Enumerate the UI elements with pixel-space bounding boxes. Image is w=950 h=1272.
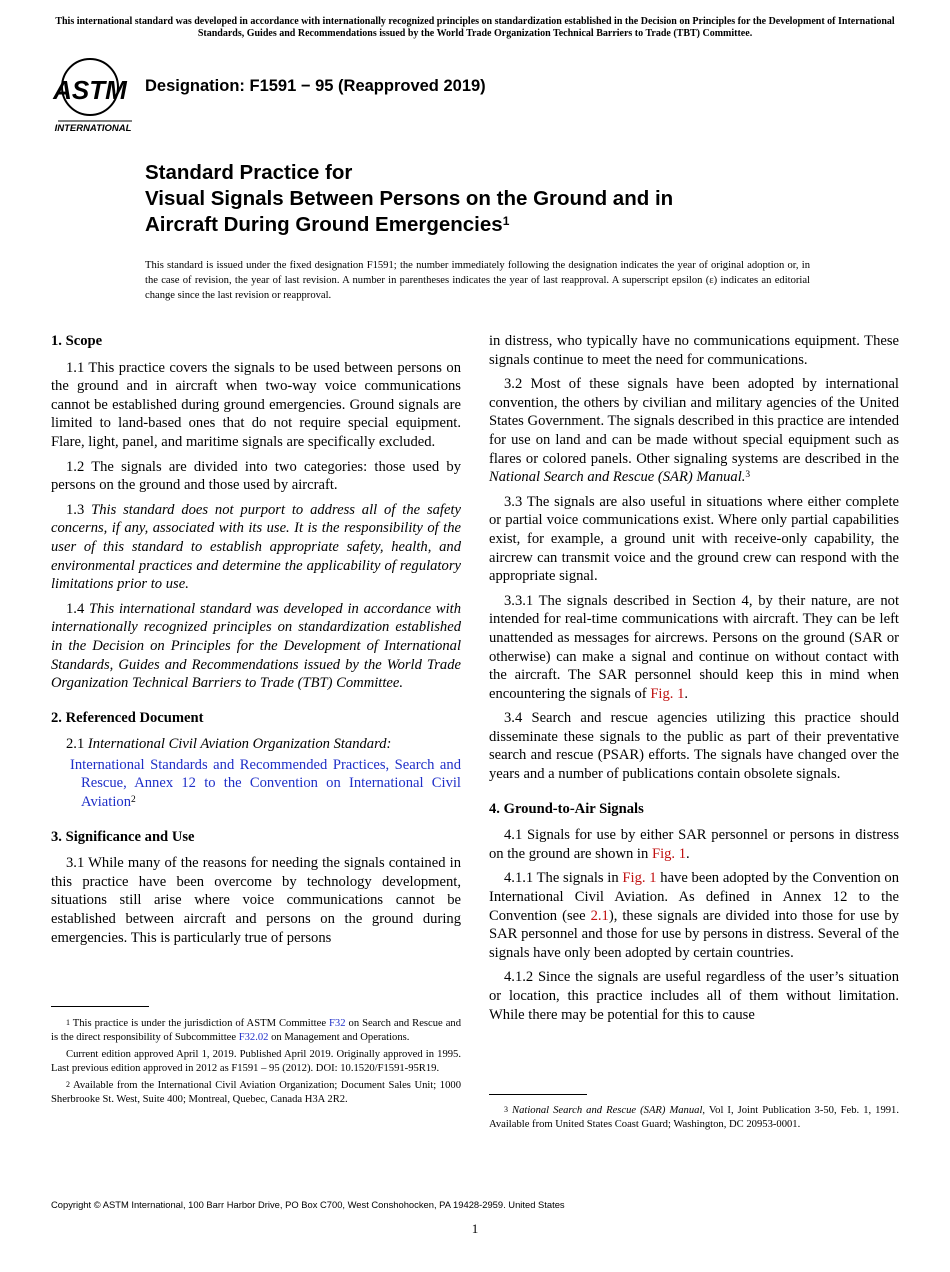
- title-footnote-mark: 1: [502, 214, 510, 228]
- para-1-1: 1.1 This practice covers the signals to be used between persons on the ground and in aircraft when two-way voice communications cannot be established during ground emergencies. Ground signals are limited to land-based ones that do not require special equipment. Flare, light, panel, and maritime signals are specifically excluded.: [51, 359, 461, 450]
- para-4-1: 4.1 Signals for use by either SAR personnel or persons in distress on the ground are shown in Fig. 1.: [489, 827, 899, 862]
- footnote-divider-left: [51, 1006, 149, 1007]
- designation: Designation: F1591 − 95 (Reapproved 2019): [145, 77, 486, 95]
- standard-notice: This international standard was developed in accordance with internationally recognized principles on standardization established in the Decision on Principles for the Development of International Standards, Guides and Recommendations issued by the World Trade Organization Technical Barriers to Trade (TBT) Committee.: [55, 16, 895, 39]
- page-number: 1: [471, 1221, 479, 1236]
- footnotes-right: [489, 1104, 899, 1135]
- committee-f32-link[interactable]: F32: [329, 1018, 346, 1029]
- section-3-heading: 3. Significance and Use: [51, 828, 195, 845]
- title-line-2: Visual Signals Between Persons on the Ground and in: [145, 187, 674, 210]
- section-2-heading: 2. Referenced Document: [51, 709, 204, 726]
- section-2-1-link[interactable]: 2.1: [590, 907, 609, 924]
- footnote-1: $^1$ This practice is under the jurisdiction of ASTM Committee F32 on Search and Rescue and is the direct responsibility of Subcommittee F32.02 on Management and Operations.: [51, 1018, 461, 1044]
- footnote-1-edition: Current edition approved April 1, 2019. Published April 2019. Originally approved in 1995. Last previous edition approved in 2012 as F1591 – 95 (2012). DOI: 10.1520/F1591-95R19.: [51, 1048, 461, 1075]
- para-2-1-reference: International Standards and Recommended Practices, Search and Rescue, Annex 12 to the Convention on International Civil Aviation$^2$: [70, 756, 461, 811]
- logo-caption: INTERNATIONAL: [54, 123, 132, 133]
- para-3-3-1: 3.3.1 The signals described in Section 4, by their nature, are not intended for real-time communications with aircraft. They can be left unattended as messages for aircrews. Persons on the ground (SAR or otherwise) can make a signal and continue on without contact with the aircraft. The SAR personnel should keep this in mind when encountering the signals of Fig. 1.: [489, 592, 899, 702]
- para-1-4: 1.4 This international standard was developed in accordance with internationally recognized principles on standardization established in the Decision on Principles for the Development of International Standards, Guides and Recommendations issued by the World Trade Organization Technical Barriers to Trade (TBT) Committee.: [51, 600, 462, 692]
- para-4-1-1: 4.1.1 The signals in Fig. 1 have been adopted by the Convention on International Civil Aviation. As defined in Annex 12 to the Convention (see 2.1), these signals are divided into those for use by SAR personnel and those for use by persons in distress. Several of the signals have only been adopted by certain countries.: [489, 870, 900, 961]
- para-3-1-continued: in distress, who typically have no communications equipment. These signals continue to meet the need for communications.: [489, 333, 899, 368]
- subcommittee-f32-02-link[interactable]: F32.02: [238, 1032, 269, 1044]
- para-3-1: 3.1 While many of the reasons for needing the signals contained in this practice have been overcome by technology development, situations still arise where voice communications cannot be established between aircraft and persons on the ground during emergencies. This is particularly true of persons: [51, 855, 461, 946]
- para-3-4: 3.4 Search and rescue agencies utilizing this practice should disseminate these signals to the public as part of their preventative search and rescue (PSAR) efforts. The signals have changed over the years and a number of publications contain obsolete signals.: [489, 710, 899, 783]
- footnotes-left: [51, 1017, 461, 1109]
- astm-logo-icon: [52, 55, 136, 133]
- para-2-1: 2.1 International Civil Aviation Organization Standard:: [66, 736, 392, 753]
- logo-letters: ASTM: [53, 75, 127, 105]
- title-line-3: Aircraft During Ground Emergencies$^1$: [145, 213, 510, 236]
- title-line-1: Standard Practice for: [145, 161, 353, 184]
- fig-1-link[interactable]: Fig. 1: [650, 685, 685, 702]
- left-column: [51, 332, 461, 953]
- footnote-2: $^2$ Available from the International Civil Aviation Organization; Document Sales Unit; 1000 Sherbrooke St. West, Suite 400; Montreal, Quebec, Canada H3A 2R2.: [51, 1079, 461, 1106]
- para-1-3: 1.3 This standard does not purport to address all of the safety concerns, if any, associated with its use. It is the responsibility of the user of this standard to establish appropriate safety, health, and environmental practices and determine the applicability of regulatory limitations prior to use.: [51, 501, 461, 593]
- para-4-1-2: 4.1.2 Since the signals are useful regardless of the user’s situation or location, this practice includes all of them without limitation. While there may be potential for this to cause: [489, 969, 899, 1023]
- para-1-2: 1.2 The signals are divided into two categories: those used by persons on the ground and those used by aircraft.: [51, 458, 461, 494]
- icao-annex-12-link[interactable]: International Standards and Recommended Practices, Search and Rescue, Annex 12 to the Convention on International Civil Aviation: [70, 756, 461, 811]
- copyright-notice: Copyright © ASTM International, 100 Barr Harbor Drive, PO Box C700, West Conshohocken, PA 19428-2959. United States: [51, 1199, 565, 1210]
- fig-1-link[interactable]: Fig. 1: [622, 870, 657, 887]
- document-title: [145, 160, 865, 238]
- section-1-heading: 1. Scope: [51, 333, 103, 349]
- issue-note: This standard is issued under the fixed designation F1591; the number immediately following the designation indicates the year of original adoption or, in the case of revision, the year of last revision. A number in parentheses indicates the year of last reapproval. A superscript epsilon (ε) indicates an editorial change since the last revision or reapproval.: [145, 260, 810, 302]
- footnote-divider-right: [489, 1094, 587, 1095]
- fig-1-link[interactable]: Fig. 1: [651, 845, 687, 862]
- para-3-2: 3.2 Most of these signals have been adopted by international convention, the others by civilian and military agencies of the United States Government. The signals described in this practice are intended for use on land and can be made without special equipment such as flares or colored panels. Other signaling systems are described in the National Search and Rescue (SAR) Manual.$^3$: [489, 376, 899, 486]
- section-4-heading: 4. Ground-to-Air Signals: [489, 800, 644, 817]
- right-column: [489, 332, 899, 1030]
- para-3-3: 3.3 The signals are also useful in situations where either complete or partial voice communications exist. Where only partial capabilities exist, for example, a ground unit with receive-only capability, the aircrew can transmit voice and the ground crew can respond with the appropriate signal.: [489, 493, 899, 585]
- footnote-3: $^3$ National Search and Rescue (SAR) Manual, Vol I, Joint Publication 3-50, Feb. 1, 1991. Available from United States Coast Guard; Washington, DC 20953-0001.: [489, 1105, 899, 1131]
